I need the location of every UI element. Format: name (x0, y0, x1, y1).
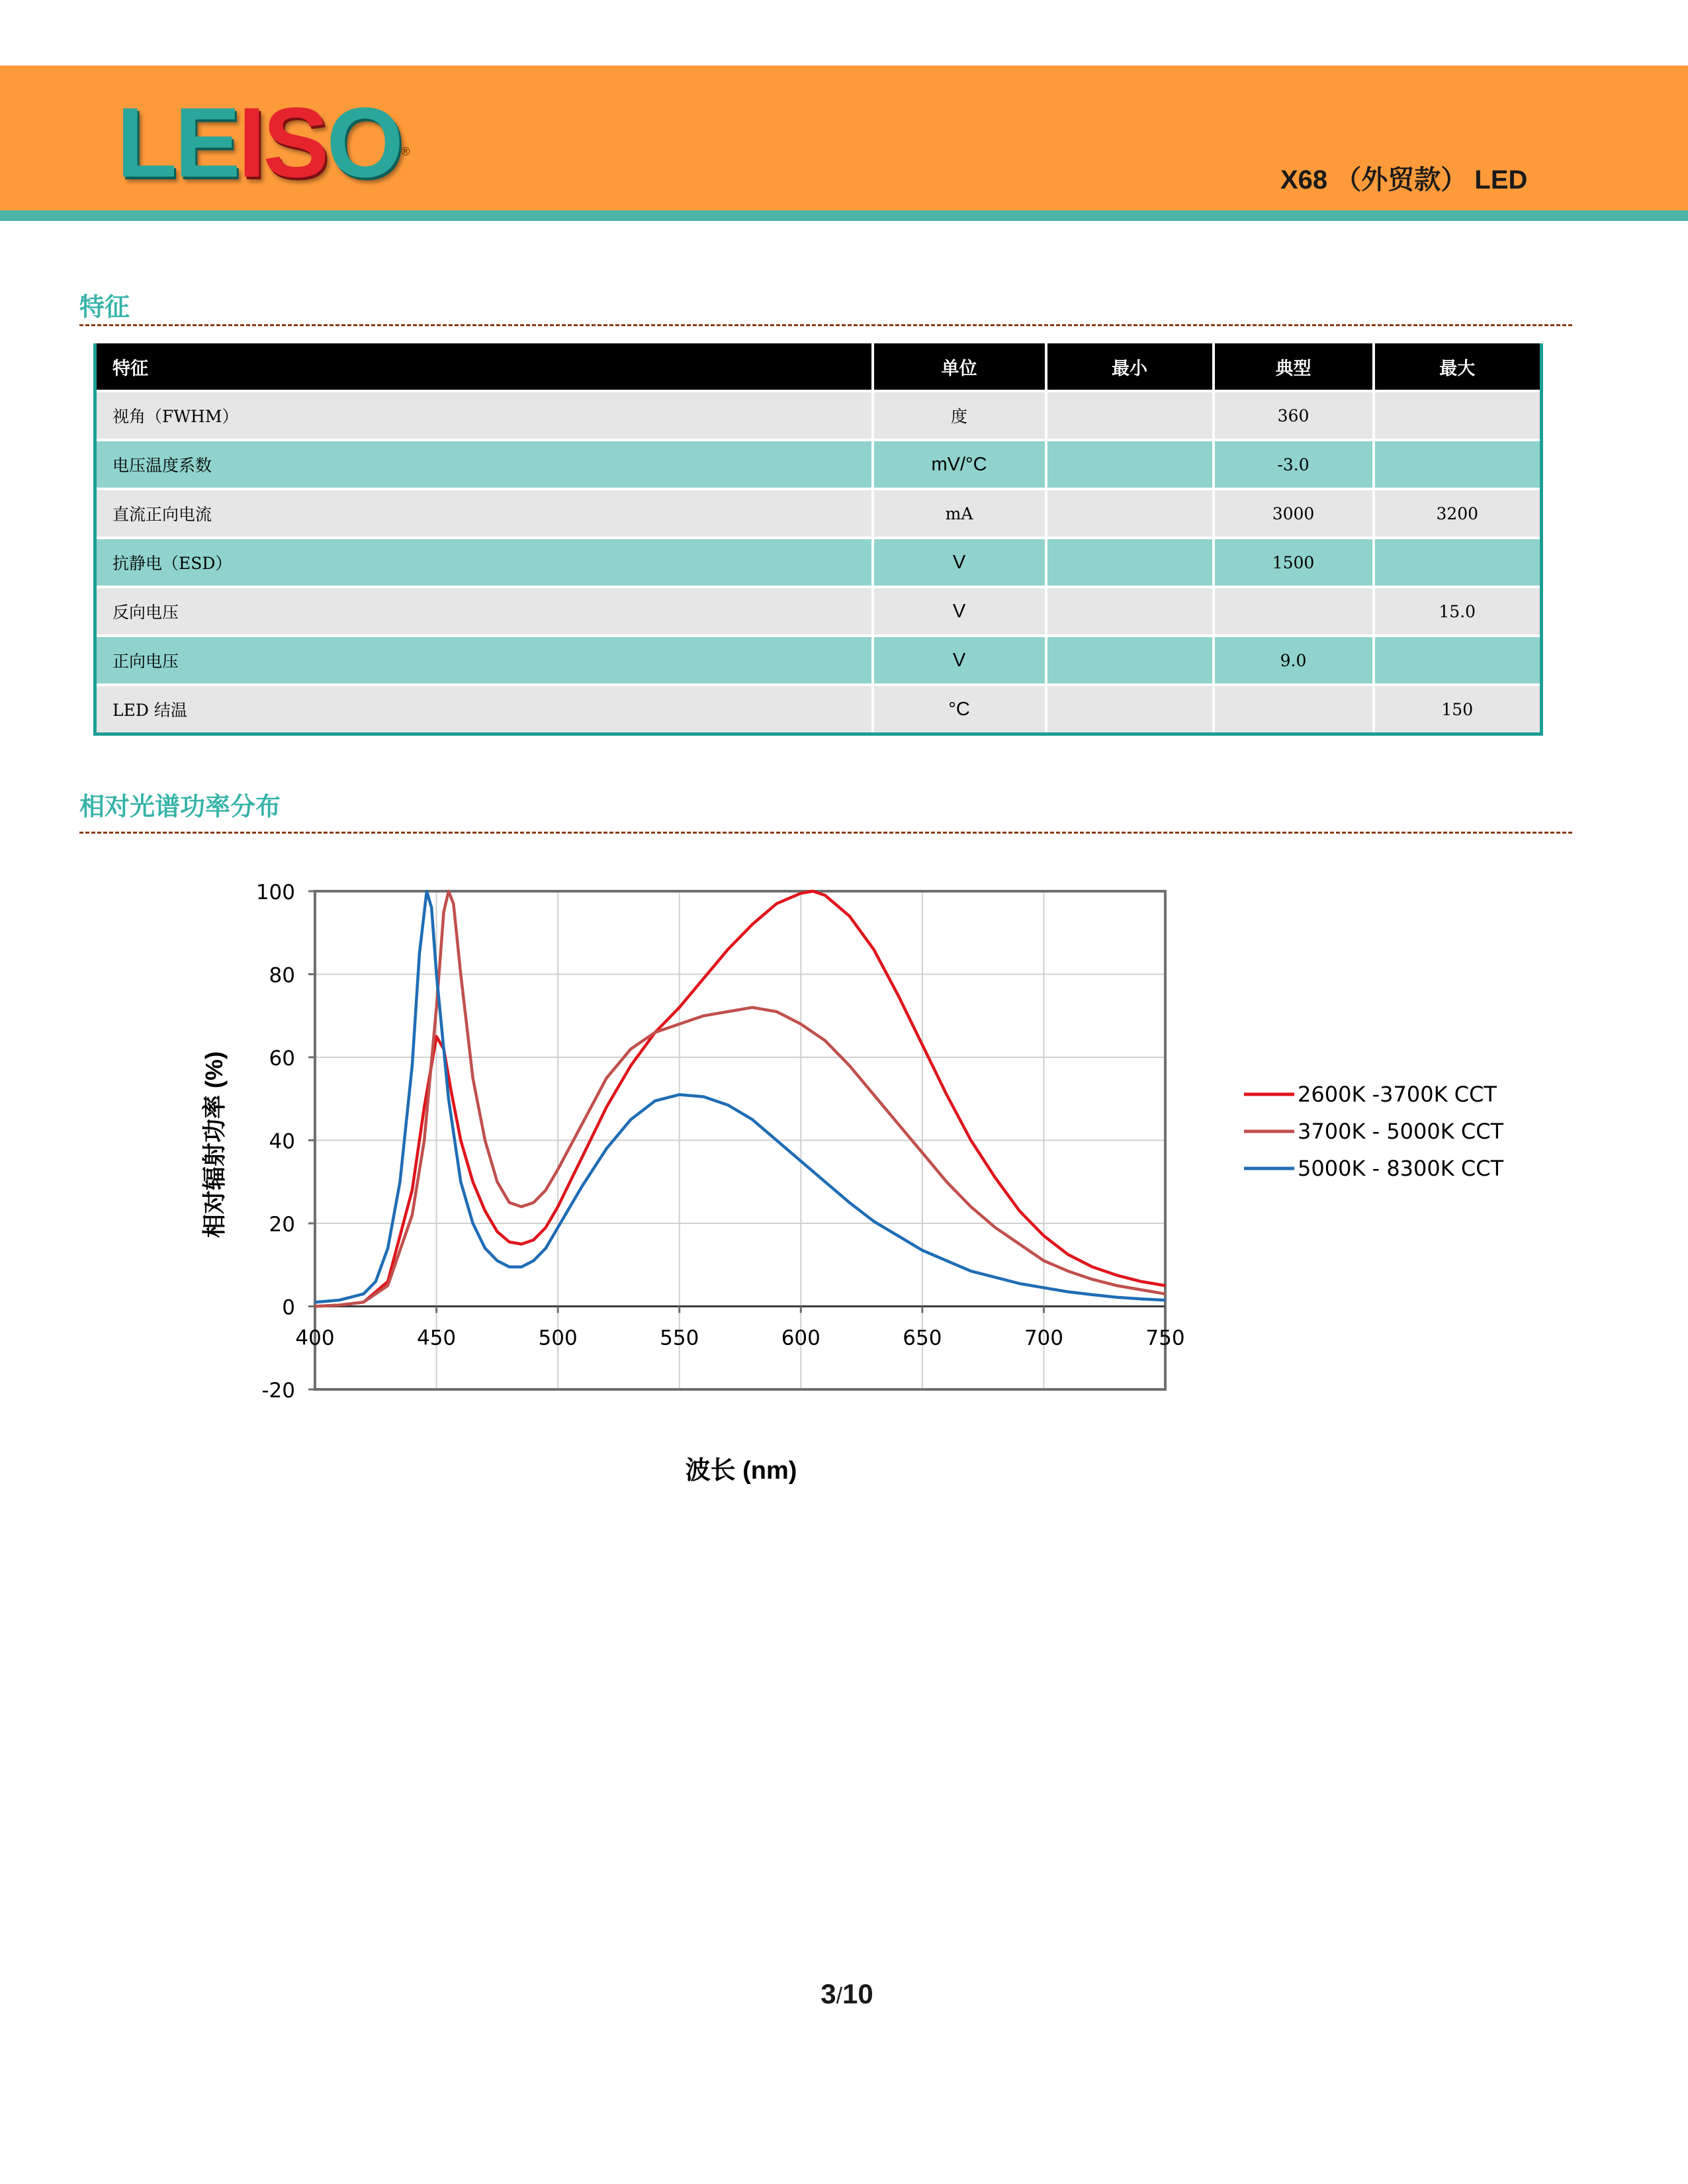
x-tick-label: 700 (1024, 1326, 1064, 1350)
x-tick-labels (295, 1307, 1184, 1350)
y-axis-label: 相对辐射功率 (%) (200, 1051, 228, 1238)
chart-legend (1244, 1082, 1504, 1181)
cell-unit: V (873, 587, 1046, 636)
page-number (781, 1978, 913, 2010)
x-tick-label: 450 (416, 1326, 457, 1350)
table-header-row (95, 343, 1542, 391)
cell-min (1046, 636, 1214, 685)
cell-min (1046, 685, 1214, 734)
cell-unit: mA (873, 489, 1046, 538)
section-divider (79, 324, 1572, 326)
cell-feature: 抗静电（ESD） (95, 538, 873, 587)
x-axis-label: 波长 (nm) (685, 1457, 797, 1485)
cell-max (1374, 391, 1542, 440)
col-header-typ: 典型 (1214, 343, 1374, 391)
cell-typ: 360 (1214, 391, 1374, 440)
y-tick-label: -20 (261, 1379, 295, 1403)
y-tick-label: 40 (269, 1129, 295, 1154)
cell-typ: -3.0 (1214, 440, 1374, 489)
cell-max (1374, 440, 1542, 489)
cell-max: 3200 (1374, 489, 1542, 538)
spectral-power-chart (185, 860, 1548, 1508)
legend-label: 5000K - 8300K CCT (1298, 1156, 1504, 1181)
table-row (95, 440, 1542, 489)
table-row (95, 538, 1542, 587)
spectrum-section-title: 相对光谱功率分布 (79, 793, 281, 821)
table-row (95, 636, 1542, 685)
legend-label: 2600K -3700K CCT (1298, 1082, 1497, 1107)
cell-typ (1214, 685, 1374, 734)
x-tick-label: 400 (295, 1326, 335, 1350)
series-line-2 (315, 891, 1165, 1302)
cell-min (1046, 440, 1214, 489)
cell-max: 150 (1374, 685, 1542, 734)
cell-feature: 电压温度系数 (95, 440, 873, 489)
header-accent-strip (0, 210, 1688, 221)
cell-feature: LED 结温 (95, 685, 873, 734)
x-tick-label: 750 (1145, 1326, 1185, 1350)
y-tick-labels (256, 881, 315, 1403)
cell-feature: 正向电压 (95, 636, 873, 685)
col-header-max: 最大 (1374, 343, 1542, 391)
chart-series (315, 891, 1165, 1307)
x-tick-label: 500 (538, 1326, 578, 1350)
characteristics-table (93, 343, 1543, 736)
cell-feature: 视角（FWHM） (95, 391, 873, 440)
document-title: X68 （外贸款） LED (1280, 165, 1528, 195)
x-tick-label: 550 (660, 1326, 699, 1350)
cell-typ: 1500 (1214, 538, 1374, 587)
section-divider (79, 832, 1572, 834)
table-row (95, 685, 1542, 734)
cell-unit: 度 (873, 391, 1046, 440)
cell-min (1046, 538, 1214, 587)
table-row (95, 489, 1542, 538)
col-header-feature: 特征 (95, 343, 873, 391)
cell-typ: 9.0 (1214, 636, 1374, 685)
page-separator: / (836, 1984, 843, 2009)
cell-min (1046, 489, 1214, 538)
cell-max (1374, 538, 1542, 587)
features-section-title: 特征 (79, 294, 130, 322)
legend-label: 3700K - 5000K CCT (1298, 1119, 1504, 1144)
cell-unit: V (873, 538, 1046, 587)
cell-unit: V (873, 636, 1046, 685)
table-row (95, 587, 1542, 636)
cell-min (1046, 391, 1214, 440)
x-tick-label: 600 (781, 1326, 821, 1350)
cell-unit: mV/°C (873, 440, 1046, 489)
cell-unit: °C (873, 685, 1046, 734)
cell-feature: 反向电压 (95, 587, 873, 636)
cell-min (1046, 587, 1214, 636)
cell-typ (1214, 587, 1374, 636)
y-tick-label: 60 (269, 1047, 295, 1070)
company-logo: LEISO® (116, 87, 408, 198)
cell-typ: 3000 (1214, 489, 1374, 538)
x-tick-label: 650 (903, 1326, 942, 1350)
table-row (95, 391, 1542, 440)
col-header-unit: 单位 (873, 343, 1046, 391)
y-tick-label: 80 (269, 963, 295, 988)
page-current: 3 (821, 1978, 836, 2009)
page-total: 10 (842, 1978, 873, 2009)
y-tick-label: 100 (255, 881, 295, 904)
cell-feature: 直流正向电流 (95, 489, 873, 538)
chart-gridlines (315, 891, 1165, 1389)
col-header-min: 最小 (1046, 343, 1214, 391)
series-line-1 (315, 891, 1165, 1307)
y-tick-label: 20 (269, 1213, 295, 1237)
y-tick-label: 0 (282, 1295, 295, 1320)
cell-max (1374, 636, 1542, 685)
cell-max: 15.0 (1374, 587, 1542, 636)
series-line-0 (315, 891, 1165, 1307)
